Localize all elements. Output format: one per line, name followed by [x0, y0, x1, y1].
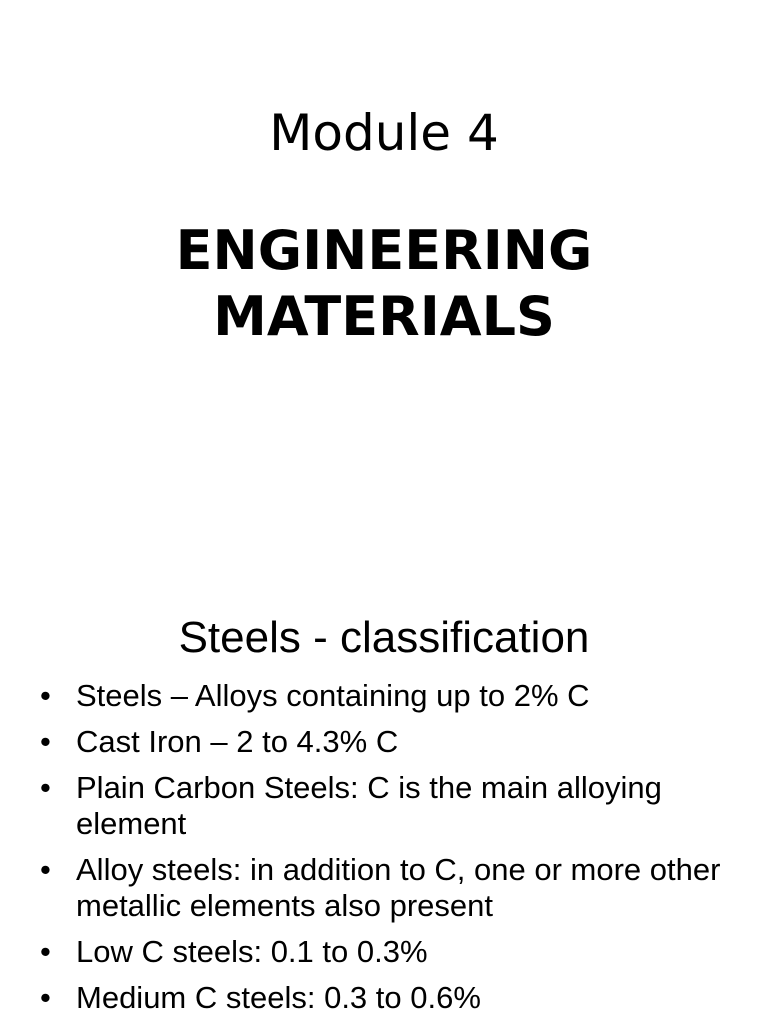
bullet-item — [40, 678, 740, 714]
bullet-item — [40, 980, 740, 1016]
bullet-marker: • — [40, 724, 51, 759]
bullet-item — [40, 934, 740, 970]
bullet-marker: • — [40, 770, 51, 805]
course-title — [0, 218, 768, 350]
section-heading: Steels - classification — [178, 613, 590, 662]
content-slide — [0, 560, 768, 1024]
course-title-line-2: MATERIALS — [213, 285, 555, 348]
bullet-list — [40, 678, 740, 1026]
bullet-marker: • — [40, 678, 51, 713]
bullet-text: Plain Carbon Steels: C is the main alloying element — [76, 770, 662, 841]
bullet-item — [40, 724, 740, 760]
bullet-item — [40, 770, 740, 842]
bullet-text: Cast Iron – 2 to 4.3% C — [76, 724, 399, 759]
bullet-text: Alloy steels: in addition to C, one or more other metallic elements also present — [76, 852, 721, 923]
bullet-item — [40, 852, 740, 924]
bullet-text: Low C steels: 0.1 to 0.3% — [76, 934, 428, 969]
bullet-marker: • — [40, 934, 51, 969]
bullet-text: Steels – Alloys containing up to 2% C — [76, 678, 590, 713]
bullet-text: Medium C steels: 0.3 to 0.6% — [76, 980, 481, 1015]
module-title: Module 4 — [269, 104, 499, 162]
bullet-marker: • — [40, 852, 51, 887]
course-title-line-1: ENGINEERING — [175, 219, 593, 282]
bullet-marker: • — [40, 980, 51, 1015]
